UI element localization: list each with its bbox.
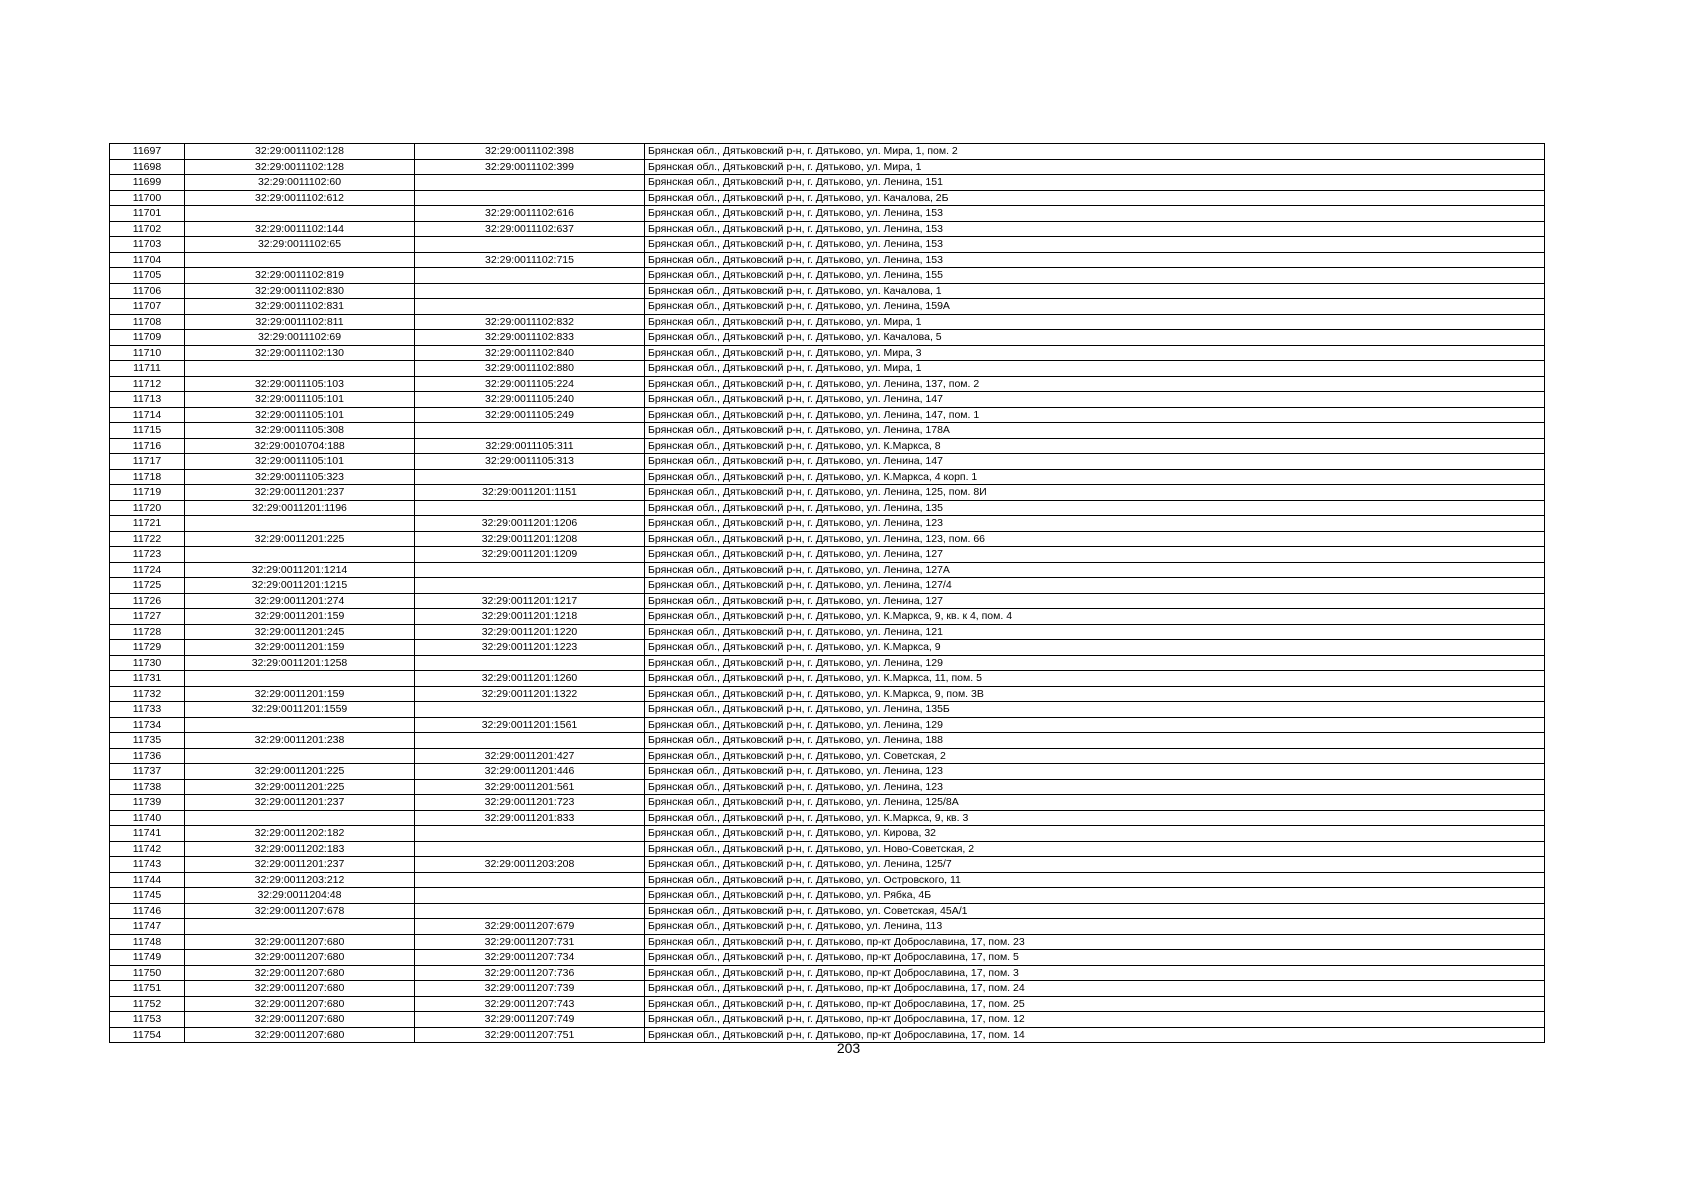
object-number-cell [415,500,645,516]
table-row [110,779,1545,795]
address-cell: Брянская обл., Дятьковский р-н, г. Дятьково, пр-кт Доброславина, 17, пом. 3 [645,965,1545,981]
row-number-cell: 11719 [110,485,185,501]
table-row [110,330,1545,346]
object-number-cell: 32:29:0011201:1322 [415,686,645,702]
table-row [110,206,1545,222]
table-row [110,733,1545,749]
row-number-cell: 11753 [110,1012,185,1028]
cadastral-number-cell: 32:29:0011201:1214 [185,562,415,578]
cadastral-number-cell: 32:29:0011207:678 [185,903,415,919]
table-row [110,996,1545,1012]
object-number-cell [415,826,645,842]
table-row [110,407,1545,423]
cadastral-number-cell: 32:29:0011102:831 [185,299,415,315]
address-cell: Брянская обл., Дятьковский р-н, г. Дятьково, ул. Ленина, 178А [645,423,1545,439]
cadastral-number-cell: 32:29:0011201:274 [185,593,415,609]
row-number-cell: 11710 [110,345,185,361]
address-cell: Брянская обл., Дятьковский р-н, г. Дятьково, ул. Ленина, 123 [645,779,1545,795]
cadastral-number-cell [185,919,415,935]
row-number-cell: 11706 [110,283,185,299]
object-number-cell [415,469,645,485]
row-number-cell: 11750 [110,965,185,981]
table-row [110,531,1545,547]
row-number-cell: 11731 [110,671,185,687]
object-number-cell [415,733,645,749]
object-number-cell: 32:29:0011207:731 [415,934,645,950]
address-cell: Брянская обл., Дятьковский р-н, г. Дятьково, ул. Советская, 2 [645,748,1545,764]
object-number-cell: 32:29:0011102:840 [415,345,645,361]
table-row [110,175,1545,191]
cadastral-number-cell: 32:29:0010704:188 [185,438,415,454]
row-number-cell: 11735 [110,733,185,749]
cadastral-number-cell: 32:29:0011102:69 [185,330,415,346]
table-row [110,252,1545,268]
address-cell: Брянская обл., Дятьковский р-н, г. Дятьково, ул. К.Маркса, 8 [645,438,1545,454]
row-number-cell: 11724 [110,562,185,578]
cadastral-number-cell: 32:29:0011201:1559 [185,702,415,718]
object-number-cell: 32:29:0011201:1223 [415,640,645,656]
object-number-cell: 32:29:0011102:637 [415,221,645,237]
address-cell: Брянская обл., Дятьковский р-н, г. Дятьково, ул. Ленина, 123 [645,764,1545,780]
table-row [110,268,1545,284]
address-cell: Брянская обл., Дятьковский р-н, г. Дятьково, ул. Островского, 11 [645,872,1545,888]
object-number-cell: 32:29:0011207:739 [415,981,645,997]
address-cell: Брянская обл., Дятьковский р-н, г. Дятьково, ул. Ленина, 155 [645,268,1545,284]
row-number-cell: 11722 [110,531,185,547]
cadastral-number-cell: 32:29:0011105:101 [185,392,415,408]
cadastral-number-cell: 32:29:0011207:680 [185,1027,415,1043]
address-cell: Брянская обл., Дятьковский р-н, г. Дятьково, ул. Ленина, 127 [645,547,1545,563]
address-cell: Брянская обл., Дятьковский р-н, г. Дятьково, ул. Мира, 1, пом. 2 [645,144,1545,160]
object-number-cell [415,268,645,284]
address-cell: Брянская обл., Дятьковский р-н, г. Дятьково, пр-кт Доброславина, 17, пом. 12 [645,1012,1545,1028]
row-number-cell: 11746 [110,903,185,919]
cadastral-number-cell: 32:29:0011207:680 [185,950,415,966]
cadastral-number-cell: 32:29:0011102:128 [185,144,415,160]
table-row [110,857,1545,873]
cadastral-number-cell [185,547,415,563]
cadastral-number-cell: 32:29:0011201:225 [185,531,415,547]
row-number-cell: 11739 [110,795,185,811]
address-cell: Брянская обл., Дятьковский р-н, г. Дятьково, ул. Ленина, 147 [645,392,1545,408]
object-number-cell: 32:29:0011105:313 [415,454,645,470]
table-row [110,702,1545,718]
address-cell: Брянская обл., Дятьковский р-н, г. Дятьково, ул. Ленина, 153 [645,206,1545,222]
table-row [110,841,1545,857]
address-cell: Брянская обл., Дятьковский р-н, г. Дятьково, ул. К.Маркса, 9, кв. к 4, пом. 4 [645,609,1545,625]
cadastral-number-cell: 32:29:0011202:183 [185,841,415,857]
cadastral-number-cell: 32:29:0011201:237 [185,485,415,501]
object-number-cell [415,655,645,671]
table-row [110,283,1545,299]
table-row [110,717,1545,733]
table-row [110,888,1545,904]
object-number-cell: 32:29:0011102:832 [415,314,645,330]
object-number-cell: 32:29:0011201:1208 [415,531,645,547]
object-number-cell: 32:29:0011201:833 [415,810,645,826]
row-number-cell: 11741 [110,826,185,842]
row-number-cell: 11738 [110,779,185,795]
cadastral-number-cell: 32:29:0011201:225 [185,779,415,795]
address-cell: Брянская обл., Дятьковский р-н, г. Дятьково, ул. Ленина, 137, пом. 2 [645,376,1545,392]
address-cell: Брянская обл., Дятьковский р-н, г. Дятьково, ул. Ленина, 129 [645,717,1545,733]
table-row [110,655,1545,671]
table-row [110,392,1545,408]
row-number-cell: 11720 [110,500,185,516]
cadastral-number-cell: 32:29:0011201:159 [185,640,415,656]
table-row [110,795,1545,811]
address-cell: Брянская обл., Дятьковский р-н, г. Дятьково, пр-кт Доброславина, 17, пом. 23 [645,934,1545,950]
table-row [110,578,1545,594]
cadastral-number-cell: 32:29:0011207:680 [185,965,415,981]
object-number-cell: 32:29:0011207:679 [415,919,645,935]
object-number-cell: 32:29:0011102:398 [415,144,645,160]
cadastral-number-cell: 32:29:0011201:159 [185,686,415,702]
table-row [110,314,1545,330]
table-row [110,516,1545,532]
table-row [110,438,1545,454]
table-row [110,593,1545,609]
cadastral-number-cell: 32:29:0011105:308 [185,423,415,439]
address-cell: Брянская обл., Дятьковский р-н, г. Дятьково, ул. Советская, 45А/1 [645,903,1545,919]
table-row [110,500,1545,516]
row-number-cell: 11716 [110,438,185,454]
cadastral-number-cell: 32:29:0011201:159 [185,609,415,625]
address-cell: Брянская обл., Дятьковский р-н, г. Дятьково, ул. Ленина, 123 [645,516,1545,532]
object-number-cell [415,578,645,594]
row-number-cell: 11751 [110,981,185,997]
cadastral-number-cell: 32:29:0011105:103 [185,376,415,392]
table-row [110,562,1545,578]
table-row [110,376,1545,392]
cadastral-number-cell: 32:29:0011201:237 [185,857,415,873]
cadastral-number-cell: 32:29:0011102:830 [185,283,415,299]
object-number-cell: 32:29:0011201:1218 [415,609,645,625]
address-cell: Брянская обл., Дятьковский р-н, г. Дятьково, ул. Ленина, 147 [645,454,1545,470]
row-number-cell: 11732 [110,686,185,702]
table-row [110,423,1545,439]
address-cell: Брянская обл., Дятьковский р-н, г. Дятьково, ул. Качалова, 1 [645,283,1545,299]
object-number-cell: 32:29:0011207:751 [415,1027,645,1043]
object-number-cell: 32:29:0011201:1151 [415,485,645,501]
row-number-cell: 11717 [110,454,185,470]
address-cell: Брянская обл., Дятьковский р-н, г. Дятьково, пр-кт Доброславина, 17, пом. 14 [645,1027,1545,1043]
row-number-cell: 11697 [110,144,185,160]
row-number-cell: 11729 [110,640,185,656]
table-row [110,190,1545,206]
cadastral-number-cell [185,516,415,532]
table-row [110,624,1545,640]
object-number-cell [415,190,645,206]
row-number-cell: 11730 [110,655,185,671]
cadastral-number-cell: 32:29:0011102:128 [185,159,415,175]
address-cell: Брянская обл., Дятьковский р-н, г. Дятьково, ул. Ленина, 125, пом. 8И [645,485,1545,501]
address-cell: Брянская обл., Дятьковский р-н, г. Дятьково, ул. Ленина, 125/8А [645,795,1545,811]
table-row [110,221,1545,237]
address-cell: Брянская обл., Дятьковский р-н, г. Дятьково, ул. Ленина, 159А [645,299,1545,315]
address-cell: Брянская обл., Дятьковский р-н, г. Дятьково, ул. Ленина, 151 [645,175,1545,191]
table-row [110,748,1545,764]
address-cell: Брянская обл., Дятьковский р-н, г. Дятьково, ул. К.Маркса, 4 корп. 1 [645,469,1545,485]
row-number-cell: 11736 [110,748,185,764]
object-number-cell: 32:29:0011207:749 [415,1012,645,1028]
row-number-cell: 11737 [110,764,185,780]
table-row [110,640,1545,656]
row-number-cell: 11698 [110,159,185,175]
table-row [110,299,1545,315]
cadastral-number-cell: 32:29:0011201:1258 [185,655,415,671]
row-number-cell: 11726 [110,593,185,609]
row-number-cell: 11712 [110,376,185,392]
object-number-cell: 32:29:0011102:399 [415,159,645,175]
row-number-cell: 11728 [110,624,185,640]
cadastral-number-cell: 32:29:0011207:680 [185,934,415,950]
row-number-cell: 11743 [110,857,185,873]
cadastral-number-cell: 32:29:0011102:144 [185,221,415,237]
row-number-cell: 11701 [110,206,185,222]
object-number-cell: 32:29:0011201:427 [415,748,645,764]
cadastral-number-cell: 32:29:0011102:612 [185,190,415,206]
address-cell: Брянская обл., Дятьковский р-н, г. Дятьково, ул. Мира, 1 [645,159,1545,175]
cadastral-number-cell: 32:29:0011102:819 [185,268,415,284]
row-number-cell: 11733 [110,702,185,718]
row-number-cell: 11740 [110,810,185,826]
object-number-cell: 32:29:0011105:224 [415,376,645,392]
table-row [110,345,1545,361]
address-cell: Брянская обл., Дятьковский р-н, г. Дятьково, пр-кт Доброславина, 17, пом. 24 [645,981,1545,997]
row-number-cell: 11703 [110,237,185,253]
object-number-cell: 32:29:0011201:446 [415,764,645,780]
address-cell: Брянская обл., Дятьковский р-н, г. Дятьково, ул. Ленина, 153 [645,221,1545,237]
row-number-cell: 11699 [110,175,185,191]
cadastral-number-cell: 32:29:0011102:65 [185,237,415,253]
address-cell: Брянская обл., Дятьковский р-н, г. Дятьково, ул. К.Маркса, 9, кв. 3 [645,810,1545,826]
row-number-cell: 11725 [110,578,185,594]
row-number-cell: 11702 [110,221,185,237]
object-number-cell [415,423,645,439]
object-number-cell: 32:29:0011201:561 [415,779,645,795]
object-number-cell: 32:29:0011102:833 [415,330,645,346]
row-number-cell: 11723 [110,547,185,563]
table-row [110,686,1545,702]
table-row [110,547,1545,563]
row-number-cell: 11715 [110,423,185,439]
object-number-cell: 32:29:0011102:616 [415,206,645,222]
address-cell: Брянская обл., Дятьковский р-н, г. Дятьково, ул. Ленина, 129 [645,655,1545,671]
table-row [110,361,1545,377]
page-number: 203 [836,1040,861,1056]
object-number-cell: 32:29:0011207:743 [415,996,645,1012]
address-cell: Брянская обл., Дятьковский р-н, г. Дятьково, ул. К.Маркса, 11, пом. 5 [645,671,1545,687]
row-number-cell: 11700 [110,190,185,206]
cadastral-number-cell: 32:29:0011201:1196 [185,500,415,516]
cadastral-number-cell: 32:29:0011105:101 [185,407,415,423]
address-cell: Брянская обл., Дятьковский р-н, г. Дятьково, ул. Кирова, 32 [645,826,1545,842]
row-number-cell: 11721 [110,516,185,532]
address-cell: Брянская обл., Дятьковский р-н, г. Дятьково, ул. Ленина, 147, пом. 1 [645,407,1545,423]
address-cell: Брянская обл., Дятьковский р-н, г. Дятьково, ул. Мира, 3 [645,345,1545,361]
table-row [110,826,1545,842]
row-number-cell: 11708 [110,314,185,330]
address-cell: Брянская обл., Дятьковский р-н, г. Дятьково, ул. Качалова, 2Б [645,190,1545,206]
cadastral-number-cell: 32:29:0011204:48 [185,888,415,904]
address-cell: Брянская обл., Дятьковский р-н, г. Дятьково, ул. Ленина, 135Б [645,702,1545,718]
object-number-cell [415,702,645,718]
address-cell: Брянская обл., Дятьковский р-н, г. Дятьково, ул. Мира, 1 [645,314,1545,330]
cadastral-number-cell [185,252,415,268]
table-row [110,237,1545,253]
address-cell: Брянская обл., Дятьковский р-н, г. Дятьково, ул. Качалова, 5 [645,330,1545,346]
cadastral-number-cell [185,206,415,222]
object-number-cell [415,175,645,191]
table-row [110,454,1545,470]
table-row [110,485,1545,501]
object-number-cell: 32:29:0011201:1260 [415,671,645,687]
address-cell: Брянская обл., Дятьковский р-н, г. Дятьково, пр-кт Доброславина, 17, пом. 5 [645,950,1545,966]
object-number-cell: 32:29:0011201:1209 [415,547,645,563]
cadastral-number-cell: 32:29:0011102:60 [185,175,415,191]
address-cell: Брянская обл., Дятьковский р-н, г. Дятьково, ул. К.Маркса, 9 [645,640,1545,656]
row-number-cell: 11754 [110,1027,185,1043]
object-number-cell [415,562,645,578]
object-number-cell: 32:29:0011102:880 [415,361,645,377]
object-number-cell [415,841,645,857]
cadastral-number-cell [185,810,415,826]
table-row [110,159,1545,175]
cadastral-number-cell: 32:29:0011102:130 [185,345,415,361]
row-number-cell: 11748 [110,934,185,950]
cadastral-number-cell: 32:29:0011201:225 [185,764,415,780]
address-cell: Брянская обл., Дятьковский р-н, г. Дятьково, ул. Ленина, 113 [645,919,1545,935]
table-row [110,1012,1545,1028]
cadastral-number-cell: 32:29:0011202:182 [185,826,415,842]
object-number-cell: 32:29:0011102:715 [415,252,645,268]
row-number-cell: 11713 [110,392,185,408]
row-number-cell: 11744 [110,872,185,888]
cadastral-number-cell: 32:29:0011207:680 [185,1012,415,1028]
address-cell: Брянская обл., Дятьковский р-н, г. Дятьково, ул. Ленина, 135 [645,500,1545,516]
address-cell: Брянская обл., Дятьковский р-н, г. Дятьково, ул. Ленина, 153 [645,237,1545,253]
table-row [110,965,1545,981]
address-cell: Брянская обл., Дятьковский р-н, г. Дятьково, ул. Рябка, 4Б [645,888,1545,904]
object-number-cell: 32:29:0011201:1561 [415,717,645,733]
object-number-cell [415,872,645,888]
table-row [110,950,1545,966]
address-cell: Брянская обл., Дятьковский р-н, г. Дятьково, ул. Ленина, 123, пом. 66 [645,531,1545,547]
address-cell: Брянская обл., Дятьковский р-н, г. Дятьково, ул. Ленина, 127А [645,562,1545,578]
registry-table-body [110,144,1545,1043]
table-row [110,872,1545,888]
object-number-cell: 32:29:0011105:311 [415,438,645,454]
table-row [110,469,1545,485]
cadastral-number-cell: 32:29:0011207:680 [185,981,415,997]
table-row [110,144,1545,160]
object-number-cell: 32:29:0011203:208 [415,857,645,873]
object-number-cell: 32:29:0011201:1206 [415,516,645,532]
object-number-cell: 32:29:0011105:240 [415,392,645,408]
cadastral-number-cell [185,748,415,764]
row-number-cell: 11747 [110,919,185,935]
address-cell: Брянская обл., Дятьковский р-н, г. Дятьково, ул. Ново-Советская, 2 [645,841,1545,857]
table-row [110,981,1545,997]
cadastral-number-cell: 32:29:0011203:212 [185,872,415,888]
cadastral-number-cell [185,361,415,377]
cadastral-number-cell [185,671,415,687]
cadastral-number-cell: 32:29:0011105:101 [185,454,415,470]
table-row [110,903,1545,919]
cadastral-number-cell: 32:29:0011201:1215 [185,578,415,594]
cadastral-number-cell [185,717,415,733]
row-number-cell: 11707 [110,299,185,315]
object-number-cell [415,299,645,315]
cadastral-number-cell: 32:29:0011105:323 [185,469,415,485]
address-cell: Брянская обл., Дятьковский р-н, г. Дятьково, ул. Ленина, 153 [645,252,1545,268]
cadastral-number-cell: 32:29:0011201:237 [185,795,415,811]
address-cell: Брянская обл., Дятьковский р-н, г. Дятьково, ул. Ленина, 127 [645,593,1545,609]
table-row [110,919,1545,935]
address-cell: Брянская обл., Дятьковский р-н, г. Дятьково, ул. Ленина, 188 [645,733,1545,749]
row-number-cell: 11745 [110,888,185,904]
row-number-cell: 11714 [110,407,185,423]
table-row [110,764,1545,780]
registry-table [109,143,1545,1043]
row-number-cell: 11749 [110,950,185,966]
object-number-cell: 32:29:0011207:734 [415,950,645,966]
address-cell: Брянская обл., Дятьковский р-н, г. Дятьково, ул. Ленина, 121 [645,624,1545,640]
row-number-cell: 11718 [110,469,185,485]
address-cell: Брянская обл., Дятьковский р-н, г. Дятьково, ул. Ленина, 125/7 [645,857,1545,873]
cadastral-number-cell: 32:29:0011201:245 [185,624,415,640]
row-number-cell: 11742 [110,841,185,857]
object-number-cell: 32:29:0011105:249 [415,407,645,423]
row-number-cell: 11705 [110,268,185,284]
object-number-cell [415,888,645,904]
row-number-cell: 11727 [110,609,185,625]
table-row [110,934,1545,950]
address-cell: Брянская обл., Дятьковский р-н, г. Дятьково, ул. Ленина, 127/4 [645,578,1545,594]
row-number-cell: 11752 [110,996,185,1012]
object-number-cell [415,283,645,299]
table-row [110,671,1545,687]
object-number-cell [415,903,645,919]
object-number-cell: 32:29:0011201:1217 [415,593,645,609]
object-number-cell [415,237,645,253]
address-cell: Брянская обл., Дятьковский р-н, г. Дятьково, ул. К.Маркса, 9, пом. 3В [645,686,1545,702]
cadastral-number-cell: 32:29:0011102:811 [185,314,415,330]
address-cell: Брянская обл., Дятьковский р-н, г. Дятьково, пр-кт Доброславина, 17, пом. 25 [645,996,1545,1012]
object-number-cell: 32:29:0011201:1220 [415,624,645,640]
row-number-cell: 11711 [110,361,185,377]
table-row [110,810,1545,826]
row-number-cell: 11704 [110,252,185,268]
cadastral-number-cell: 32:29:0011207:680 [185,996,415,1012]
row-number-cell: 11734 [110,717,185,733]
address-cell: Брянская обл., Дятьковский р-н, г. Дятьково, ул. Мира, 1 [645,361,1545,377]
row-number-cell: 11709 [110,330,185,346]
object-number-cell: 32:29:0011201:723 [415,795,645,811]
cadastral-number-cell: 32:29:0011201:238 [185,733,415,749]
table-row [110,609,1545,625]
object-number-cell: 32:29:0011207:736 [415,965,645,981]
